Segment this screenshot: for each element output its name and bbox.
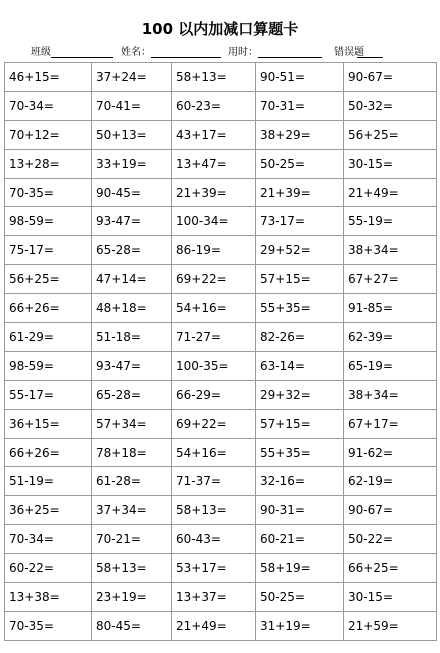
problem-cell: 38+29= (256, 120, 344, 149)
problem-cell: 21+59= (344, 611, 437, 640)
problem-cell: 31+19= (256, 611, 344, 640)
problem-cell: 23+19= (92, 583, 172, 612)
problem-cell: 38+34= (344, 380, 437, 409)
problem-cell: 90-31= (256, 496, 344, 525)
table-row (5, 525, 437, 554)
problem-cell: 58+13= (92, 554, 172, 583)
problem-cell: 55-19= (344, 207, 437, 236)
worksheet-title: 100 以内加减口算题卡 (141, 20, 299, 38)
problem-cell: 70-34= (5, 91, 92, 120)
problem-cell: 21+49= (344, 178, 437, 207)
problem-cell: 78+18= (92, 438, 172, 467)
problem-cell: 36+15= (5, 409, 92, 438)
problem-cell: 56+25= (344, 120, 437, 149)
problem-cell: 13+28= (5, 149, 92, 178)
table-row (5, 294, 437, 323)
problem-cell: 65-28= (92, 236, 172, 265)
time-blank[interactable] (258, 46, 322, 58)
problem-cell: 71-27= (172, 323, 256, 352)
problem-cell: 62-19= (344, 467, 437, 496)
student-info-line (0, 46, 440, 62)
problem-cell: 33+19= (92, 149, 172, 178)
problem-cell: 90-67= (344, 496, 437, 525)
errors-field (334, 46, 364, 60)
problem-cell: 13+37= (172, 583, 256, 612)
problem-cell: 90-45= (92, 178, 172, 207)
table-row (5, 265, 437, 294)
problem-cell: 93-47= (92, 351, 172, 380)
problem-cell: 86-19= (172, 236, 256, 265)
problem-cell: 61-29= (5, 323, 92, 352)
name-field (121, 46, 151, 60)
problem-cell: 55+35= (256, 294, 344, 323)
table-row (5, 236, 437, 265)
table-row (5, 611, 437, 640)
problem-cell: 70-34= (5, 525, 92, 554)
problem-cell: 65-19= (344, 351, 437, 380)
problem-cell: 70+12= (5, 120, 92, 149)
problem-cell: 13+38= (5, 583, 92, 612)
problem-cell: 73-17= (256, 207, 344, 236)
problem-grid (4, 62, 437, 641)
problem-cell: 32-16= (256, 467, 344, 496)
problem-cell: 37+34= (92, 496, 172, 525)
class-blank[interactable] (51, 46, 113, 58)
problem-cell: 21+39= (256, 178, 344, 207)
problem-cell: 93-47= (92, 207, 172, 236)
table-row (5, 178, 437, 207)
problem-cell: 50-25= (256, 149, 344, 178)
problem-cell: 56+25= (5, 265, 92, 294)
problem-cell: 100-35= (172, 351, 256, 380)
problem-cell: 30-15= (344, 583, 437, 612)
table-row (5, 583, 437, 612)
problem-cell: 30-15= (344, 149, 437, 178)
problem-cell: 80-45= (92, 611, 172, 640)
problem-cell: 100-34= (172, 207, 256, 236)
problem-cell: 37+24= (92, 63, 172, 92)
problem-cell: 51-18= (92, 323, 172, 352)
problem-cell: 60-43= (172, 525, 256, 554)
table-row (5, 120, 437, 149)
problem-cell: 82-26= (256, 323, 344, 352)
table-row (5, 554, 437, 583)
problem-cell: 60-21= (256, 525, 344, 554)
problem-cell: 21+49= (172, 611, 256, 640)
problem-cell: 70-35= (5, 178, 92, 207)
problem-cell: 66+25= (344, 554, 437, 583)
problem-cell: 66-29= (172, 380, 256, 409)
problem-cell: 36+25= (5, 496, 92, 525)
table-row (5, 323, 437, 352)
table-row (5, 380, 437, 409)
problem-cell: 61-28= (92, 467, 172, 496)
errors-unit: 题 (354, 47, 364, 58)
problem-cell: 50+13= (92, 120, 172, 149)
problem-cell: 58+13= (172, 63, 256, 92)
errors-blank[interactable] (357, 46, 383, 58)
name-blank[interactable] (151, 46, 221, 58)
problem-cell: 51-19= (5, 467, 92, 496)
problem-cell: 69+22= (172, 409, 256, 438)
time-field (228, 46, 258, 60)
problem-cell: 70-41= (92, 91, 172, 120)
problem-cell: 65-28= (92, 380, 172, 409)
problem-cell: 50-22= (344, 525, 437, 554)
problem-cell: 50-32= (344, 91, 437, 120)
problem-cell: 71-37= (172, 467, 256, 496)
problem-cell: 54+16= (172, 294, 256, 323)
problem-cell: 13+47= (172, 149, 256, 178)
problem-cell: 55+35= (256, 438, 344, 467)
time-label: 用时： (228, 47, 258, 58)
problem-cell: 70-21= (92, 525, 172, 554)
problem-cell: 43+17= (172, 120, 256, 149)
name-label: 姓名： (121, 47, 151, 58)
table-row (5, 63, 437, 92)
table-row (5, 496, 437, 525)
problem-cell: 53+17= (172, 554, 256, 583)
class-field (31, 46, 51, 60)
table-row (5, 207, 437, 236)
class-label: 班级 (31, 47, 51, 58)
problem-cell: 55-17= (5, 380, 92, 409)
problem-cell: 70-35= (5, 611, 92, 640)
problem-cell: 98-59= (5, 207, 92, 236)
problem-cell: 21+39= (172, 178, 256, 207)
problem-cell: 46+15= (5, 63, 92, 92)
table-row (5, 409, 437, 438)
problem-cell: 48+18= (92, 294, 172, 323)
errors-label: 错误 (334, 47, 354, 58)
table-row (5, 351, 437, 380)
problem-cell: 69+22= (172, 265, 256, 294)
table-row (5, 467, 437, 496)
problem-cell: 58+13= (172, 496, 256, 525)
problem-cell: 75-17= (5, 236, 92, 265)
problem-cell: 58+19= (256, 554, 344, 583)
problem-cell: 29+52= (256, 236, 344, 265)
problem-cell: 62-39= (344, 323, 437, 352)
table-row (5, 149, 437, 178)
problem-cell: 50-25= (256, 583, 344, 612)
table-row (5, 91, 437, 120)
problem-cell: 91-62= (344, 438, 437, 467)
problem-cell: 60-23= (172, 91, 256, 120)
problem-cell: 57+15= (256, 265, 344, 294)
problem-cell: 47+14= (92, 265, 172, 294)
problem-cell: 60-22= (5, 554, 92, 583)
problem-cell: 57+34= (92, 409, 172, 438)
problem-cell: 67+27= (344, 265, 437, 294)
problem-cell: 63-14= (256, 351, 344, 380)
problem-cell: 29+32= (256, 380, 344, 409)
problem-cell: 66+26= (5, 294, 92, 323)
problem-cell: 90-67= (344, 63, 437, 92)
problem-cell: 98-59= (5, 351, 92, 380)
table-row (5, 438, 437, 467)
problem-cell: 90-51= (256, 63, 344, 92)
problem-cell: 66+26= (5, 438, 92, 467)
problem-cell: 91-85= (344, 294, 437, 323)
problem-cell: 70-31= (256, 91, 344, 120)
problem-cell: 54+16= (172, 438, 256, 467)
problem-cell: 67+17= (344, 409, 437, 438)
problem-cell: 57+15= (256, 409, 344, 438)
problem-cell: 38+34= (344, 236, 437, 265)
